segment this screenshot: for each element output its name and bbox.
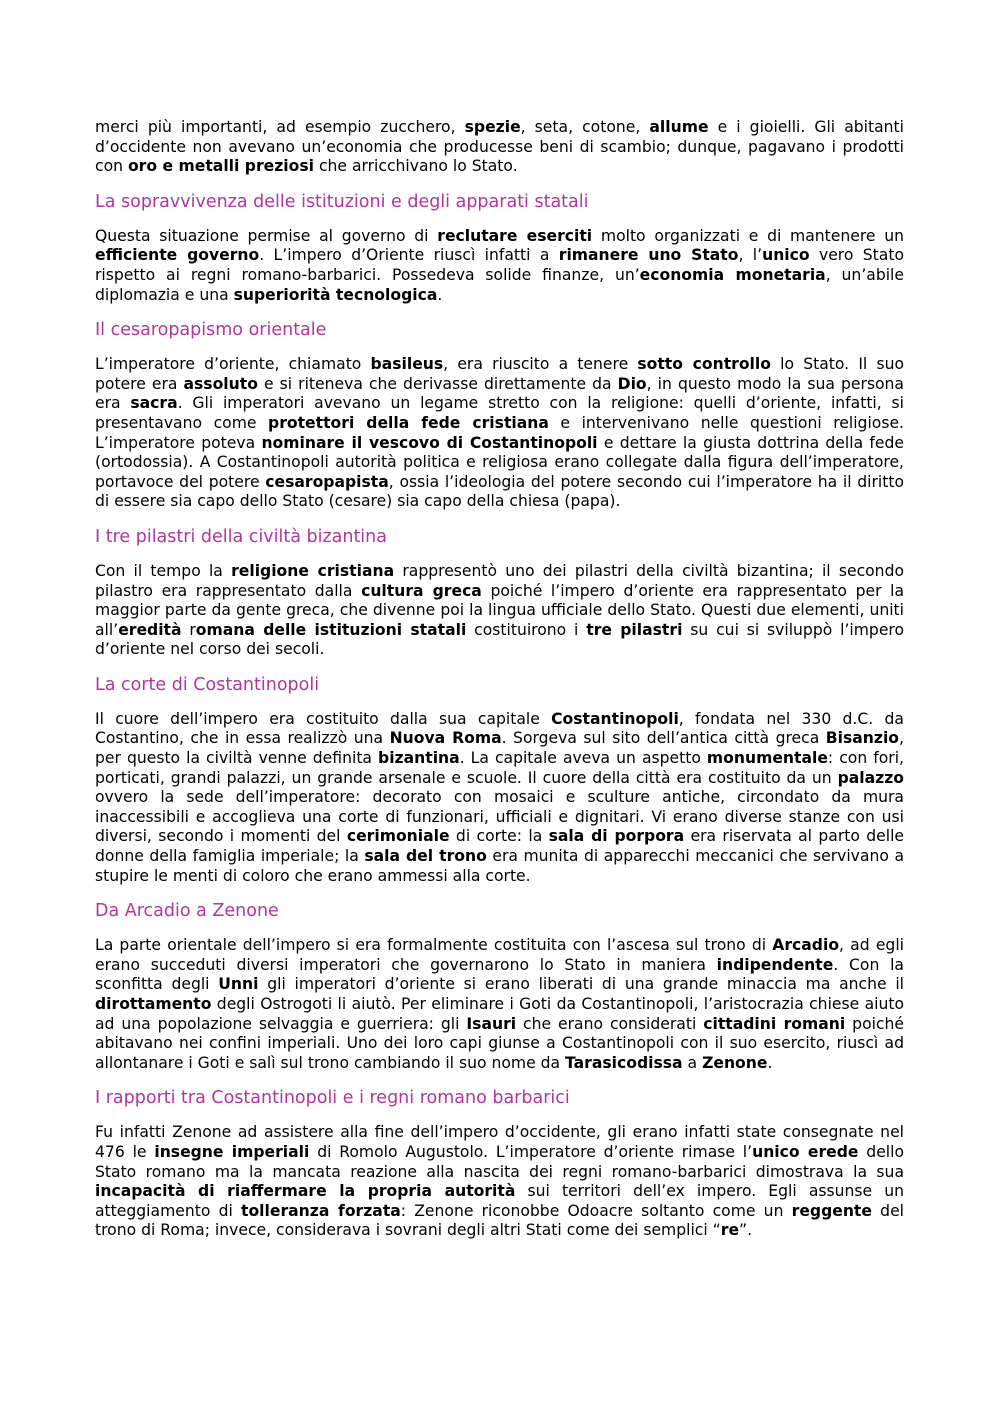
section-paragraph xyxy=(95,936,904,1073)
bold-text: reggente xyxy=(791,1201,872,1220)
bold-text: palazzo xyxy=(837,768,904,787)
bold-text: sotto controllo xyxy=(637,355,771,374)
section-heading: Da Arcadio a Zenone xyxy=(95,901,279,922)
bold-text: religione cristiana xyxy=(231,561,395,580)
text-run: . Sorgeva sul sito dell’antica città greca xyxy=(501,729,826,748)
text-run: del trono di Roma; invece, considerava i sovrani degli altri Stati come dei semplici “ xyxy=(95,1201,904,1240)
text-run: Il cuore dell’impero era costituito dalla sua capitale xyxy=(95,709,552,728)
section-heading: Il cesaropapismo orientale xyxy=(95,320,327,341)
text-run: . La capitale aveva un aspetto xyxy=(459,749,707,768)
text-run: di Romolo Augustolo. L’imperatore d’oriente rimase l’ xyxy=(309,1142,753,1161)
text-run: , fondata nel 330 d.C. da Costantino, che in essa realizzò una xyxy=(95,709,904,748)
bold-text: tolleranza forzata xyxy=(241,1201,401,1220)
bold-text: Unni xyxy=(218,975,259,994)
bold-text: monumentale xyxy=(706,749,828,768)
text-run: Fu infatti Zenone ad assistere alla fine dell’impero d’occidente, gli erano infatti state consegnate nel 476 le xyxy=(95,1123,904,1161)
text-run: : con fori, porticati, grandi palazzi, un grande arsenale e scuole. Il cuore della città era costituito da un xyxy=(95,749,904,787)
bold-text: basileus xyxy=(370,355,444,374)
text-run: che arricchivano lo Stato. xyxy=(313,157,518,176)
text-run: , un’abile diplomazia e una xyxy=(95,265,904,304)
bold-text: Nuova Roma xyxy=(389,729,502,748)
text-run: ”. xyxy=(739,1221,753,1240)
bold-text: Bisanzio xyxy=(825,729,900,748)
text-run: a xyxy=(682,1053,703,1072)
section-heading: La corte di Costantinopoli xyxy=(95,674,320,695)
text-run: ovvero la sede dell’imperatore: decorato con mosaici e sculture antiche, circondato da mura inaccessibili e accoglieva una corte di funzionari, ufficiali e dignitari. Vi erano diverse stanze con usi diversi, secondo i momenti del xyxy=(95,788,904,846)
bold-text: sala di porpora xyxy=(548,827,685,846)
text-run: vero Stato rispetto ai regni romano-barbarici. Possedeva solide finanze, un’ xyxy=(95,246,904,284)
bold-text: Costantinopoli xyxy=(551,709,679,728)
bold-text: cultura greca xyxy=(361,581,482,600)
bold-text: cittadini romani xyxy=(703,1014,846,1033)
section-paragraph xyxy=(95,118,904,177)
section-heading: I tre pilastri della civiltà bizantina xyxy=(95,526,387,547)
bold-text: unico xyxy=(762,246,810,265)
text-run: e dettare la giusta dottrina della fede (ortodossia). A Costantinopoli autorità politica e religiosa erano collegate dalla figura dell’imperatore, portavoce del potere xyxy=(95,433,904,491)
text-run: , per questo la civiltà venne definita xyxy=(95,729,904,768)
bold-text: nominare il vescovo di Costantinopoli xyxy=(261,433,598,452)
bold-text: Arcadio xyxy=(772,936,840,955)
section-paragraph xyxy=(95,1123,904,1241)
text-run: . Gli imperatori avevano un legame stretto con la religione: quelli d’oriente, infatti, si presentavano come xyxy=(95,394,904,432)
text-run: gli imperatori d’oriente si erano liberati di una grande minaccia ma anche il xyxy=(258,975,904,994)
text-run: su cui si sviluppò l’impero d’oriente nel corso dei secoli. xyxy=(95,620,905,659)
bold-text: assoluto xyxy=(183,374,258,393)
text-run: merci più importanti, ad esempio zucchero, xyxy=(95,118,465,136)
text-run: , era riuscito a tenere xyxy=(443,355,638,374)
bold-text: tre pilastri xyxy=(586,620,683,639)
bold-text: efficiente governo xyxy=(95,246,260,265)
bold-text: insegne imperiali xyxy=(154,1142,310,1161)
bold-text: spezie xyxy=(464,118,521,136)
bold-text: unico erede xyxy=(752,1142,859,1161)
text-run: era munita di apparecchi meccanici che servivano a stupire le menti di coloro che erano ammessi alla corte. xyxy=(95,847,904,885)
bold-text: sala del trono xyxy=(364,847,487,866)
bold-text: Zenone xyxy=(702,1053,768,1072)
bold-text: Dio xyxy=(617,374,647,393)
text-run: , l’ xyxy=(738,246,763,265)
bold-text: bizantina xyxy=(378,749,460,768)
text-run: sui territori dell’ex impero. Egli assunse un atteggiamento di xyxy=(95,1182,904,1220)
bold-text: Tarasicodissa xyxy=(565,1053,683,1072)
bold-text: protettori della fede cristiana xyxy=(268,413,549,432)
text-run: e i gioielli. Gli abitanti d’occidente non avevano un’economia che producesse beni di scambio; dunque, pagavano i prodotti con xyxy=(95,118,905,176)
text-run: . L’impero d’Oriente riuscì infatti a xyxy=(259,246,559,265)
section-heading: I rapporti tra Costantinopoli e i regni romano barbarici xyxy=(95,1088,570,1109)
text-run: lo Stato. Il suo potere era xyxy=(95,355,904,393)
bold-text: cerimoniale xyxy=(346,827,450,846)
bold-text: reclutare eserciti xyxy=(437,226,593,245)
bold-text: rimanere uno Stato xyxy=(558,246,739,265)
text-run: Questa situazione permise al governo di xyxy=(95,226,438,245)
bold-text: omana delle istituzioni statali xyxy=(195,620,467,639)
bold-text: superiorità tecnologica xyxy=(233,285,438,304)
text-run: poiché l’impero d’oriente era rappresentato per la maggior parte da gente greca, che divenne poi la lingua ufficiale dello Stato. Questi due elementi, uniti all’ xyxy=(95,581,904,639)
text-run: L’imperatore d’oriente, chiamato xyxy=(95,355,371,374)
text-run: . xyxy=(767,1053,773,1072)
text-run: dello Stato romano ma la mancata reazione alla nascita dei regni romano-barbarici dimostrava la sua xyxy=(95,1142,905,1181)
text-run: costituirono i xyxy=(466,620,587,639)
text-run: , in questo modo la sua persona era xyxy=(95,374,904,413)
text-run: era riservata al parto delle donne della famiglia imperiale; la xyxy=(95,827,904,866)
text-run: . xyxy=(437,285,443,304)
text-run: rappresentò uno dei pilastri della civiltà bizantina; il secondo pilastro era rappresentato dalla xyxy=(95,561,905,600)
bold-text: indipendente xyxy=(716,955,834,974)
bold-text: economia monetaria xyxy=(639,265,826,284)
section-paragraph xyxy=(95,355,904,512)
text-run: che erano considerati xyxy=(516,1014,704,1033)
section-paragraph xyxy=(95,562,904,660)
text-run: Con il tempo la xyxy=(95,561,232,580)
section-paragraph xyxy=(95,710,904,886)
bold-text: oro e metalli preziosi xyxy=(127,157,314,176)
text-run: molto organizzati e di mantenere un xyxy=(592,226,904,245)
bold-text: allume xyxy=(649,118,709,136)
text-run: , ad egli erano succeduti diversi imperatori che governarono lo Stato in maniera xyxy=(95,936,904,974)
text-run: poiché abitavano nei confini imperiali. Uno dei loro capi giunse a Costantinopoli con il suo esercito, riuscì ad allontanare i Goti e salì sul trono cambiando il suo nome da xyxy=(95,1014,904,1072)
text-run: . Con la sconfitta degli xyxy=(95,955,904,994)
bold-text: Isauri xyxy=(466,1014,517,1033)
text-run: , ossia l’ideologia del potere secondo cui l’imperatore ha il diritto di essere sia capo dello Stato (cesare) sia capo della chiesa (papa). xyxy=(95,472,904,511)
section-heading: La sopravvivenza delle istituzioni e degli apparati statali xyxy=(95,191,589,212)
text-run: e si riteneva che derivasse direttamente da xyxy=(257,374,618,393)
bold-text: incapacità di riaffermare la propria autorità xyxy=(95,1182,516,1201)
section-paragraph xyxy=(95,227,904,305)
text-run: r xyxy=(181,620,196,639)
bold-text: eredità xyxy=(118,620,182,639)
text-run: degli Ostrogoti li aiutò. Per eliminare i Goti da Costantinopoli, l’aristocrazia chiese aiuto ad una popolazione selvaggia e guerriera: gli xyxy=(95,995,904,1033)
text-run: La parte orientale dell’impero si era formalmente costituita con l’ascesa sul trono di xyxy=(95,936,773,955)
text-run: , seta, cotone, xyxy=(520,118,650,136)
text-run: di corte: la xyxy=(449,827,549,846)
bold-text: re xyxy=(720,1221,740,1240)
text-run: e intervenivano nelle questioni religiose. L’imperatore poteva xyxy=(95,413,904,452)
bold-text: dirottamento xyxy=(95,995,212,1013)
bold-text: cesaropapista xyxy=(265,472,389,491)
bold-text: sacra xyxy=(130,394,178,413)
text-run: : Zenone riconobbe Odoacre soltanto come un xyxy=(400,1201,792,1220)
